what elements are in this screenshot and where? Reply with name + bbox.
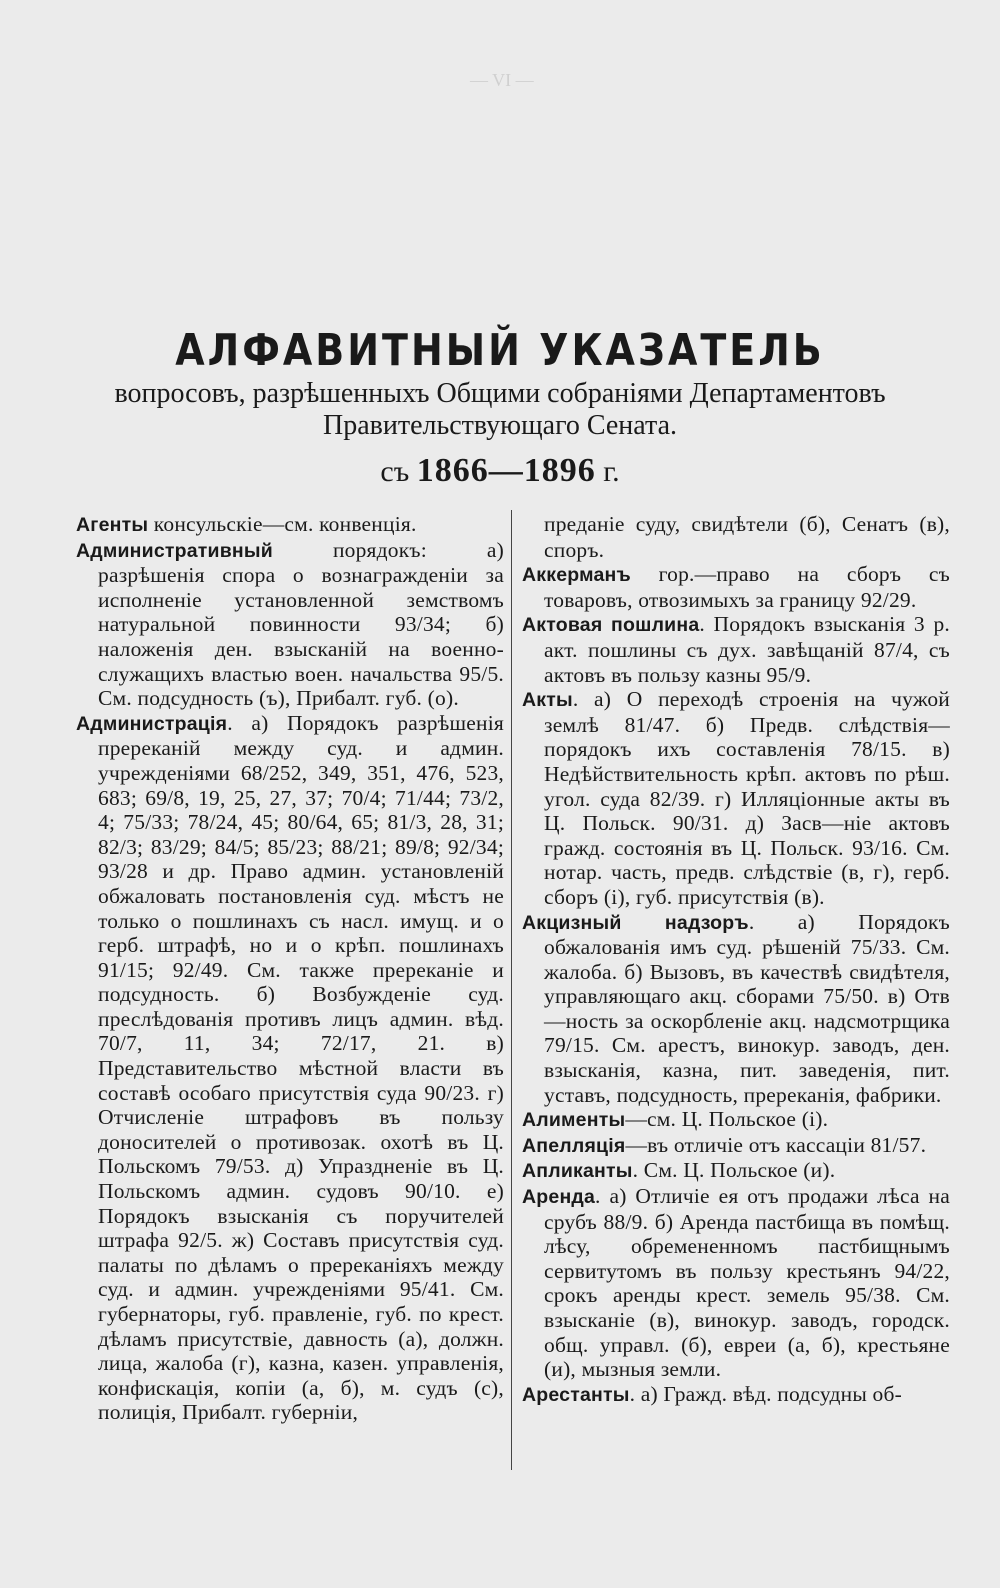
index-entry [522,1133,950,1159]
left-column [76,512,504,1425]
index-entry [522,687,950,909]
entry-head: Апелляція [522,1134,626,1157]
entry-head: Арестанты [522,1383,630,1406]
index-entry [76,711,504,1425]
column-divider [511,510,512,1470]
subtitle-line-1: вопросовъ, разрѣшенныхъ Общими собраніями Департаментовъ [114,378,886,409]
entry-head: Администрація [76,712,228,735]
entry-text: —въ отличіе отъ кассаціи 81/57. [625,1132,927,1157]
entry-head: Аккерманъ [522,564,631,587]
entry-text: . а) О переходѣ строенія на чужой землѣ 81/47. б) Предв. слѣдствія—порядокъ ихъ составленія 78/15. в) Недѣйствительность крѣп. актовъ по рѣш. угол. суда 82/39. г) Илляціонные акты въ Ц. Польск. 90/31. д) Засв—ніе актовъ гражд. состоянія въ Ц. Польск. 93/16. См. нотар. часть, предв. слѣдствіе (в, г), герб. сборъ (і), губ. присутствія (в). [544,687,950,909]
page-title: АЛФАВИТНЫЙ УКАЗАТЕЛЬ [175,324,825,376]
entry-text: консульскіе—см. конвенція. [148,512,417,536]
entry-text: . а) Гражд. вѣд. подсудны об- [629,1381,903,1406]
entry-head: Административный [76,539,273,562]
entry-head: Аренда [522,1186,596,1209]
entry-text: . Порядокъ взысканія 3 р. акт. пошлины съ дух. завѣщаній 87/4, съ актовъ въ пользу казны 95/9. [544,612,950,687]
entry-text: . См. Ц. Польское (и). [632,1158,836,1183]
years-range: 1866—1896 [416,452,596,489]
title-block [0,322,1000,490]
index-entry [522,1158,950,1184]
index-entry [522,1107,950,1133]
page-number: — VI — [470,70,534,90]
years-line [0,452,1000,490]
entry-head: Алименты [522,1109,626,1132]
entry-head: Агенты [76,514,149,536]
index-entry [522,512,950,562]
years-suffix: г. [603,455,620,488]
entry-head: Актовая пошлина [522,614,700,637]
entry-text: гор.—право на сборъ съ товаровъ, отвозимыхъ за границу 92/29. [544,562,950,612]
entry-head: Апликанты [522,1160,633,1183]
entry-text: —см. Ц. Польское (і). [625,1107,829,1132]
entry-text: преданіе суду, свидѣтели (б), Сенатъ (в), споръ. [544,512,950,562]
years-prefix: съ [380,455,410,488]
index-entry [76,512,504,538]
index-entry [522,1382,950,1408]
index-entry [76,538,504,711]
index-entry [522,1184,950,1382]
entry-head: Акцизный надзоръ [522,911,749,934]
entry-text: порядокъ: а) разрѣшенія спора о вознагражденіи за исполненіе установленной земствомъ натуральной повинности 93/34; б) наложенія ден. взысканій на военно-служащихъ властью воен. начальства 95/5. См. подсудность (ъ), Прибалт. губ. (о). [98,537,504,711]
entry-text: . а) Порядокъ обжалованія имъ суд. рѣшеній 75/33. См. жалоба. б) Вызовъ, въ качествѣ свидѣтеля, управляющаго акц. сборами 75/50. в) Отв—ность за оскорбленіе акц. надсмотрщика 79/15. См. арестъ, винокур. заводъ, ден. взысканія, казна, пит. заведенія, пит. уставъ, подсудность, пререканія, фабрики. [544,909,950,1107]
index-entry [522,612,950,687]
subtitle-line-2: Правительствующаго Сената. [322,410,678,441]
entry-head: Акты [522,689,573,712]
entry-text: . а) Отличіе ея отъ продажи лѣса на срубъ 88/9. б) Аренда пастбища въ помѣщ. лѣсу, обремененномъ пастбищнымъ сервитутомъ въ пользу крестьянъ 94/22, срокъ аренды крест. земель 95/38. См. взысканіе (в), винокур. заводъ, городск. общ. управл. (б), евреи (а, б), крестьяне (и), мызныя земли. [544,1184,950,1382]
index-entry [522,562,950,612]
index-entry [522,910,950,1108]
entry-text: . а) Порядокъ разрѣшенія пререканій между суд. и админ. учрежденіями 68/252, 349, 351, 476, 523, 683; 69/8, 19, 25, 27, 37; 70/4; 71/44; 73/2, 4; 75/33; 78/24, 45; 80/64, 65; 81/3, 28, 31; 82/3; 83/29; 84/5; 85/23; 88/21; 89/8; 92/34; 93/28 и др. Право админ. установленій обжаловать постановленія суд. мѣстъ не только о пошлинахъ съ насл. имущ. и о герб. штрафѣ, но и о крѣп. пошлинахъ 91/15; 92/49. См. также пререканіе и подсудность. б) Возбужденіе суд. преслѣдованія противъ лицъ админ. вѣд. 70/7, 11, 34; 72/17, 21. в) Представительство мѣстной власти въ составѣ особаго присутствія суда 90/23. г) Отчисленіе штрафовъ въ пользу доносителей о противозак. охотѣ въ Ц. Польскомъ 79/53. д) Упраздненіе въ Ц. Польскомъ админ. судовъ 90/10. е) Порядокъ взысканія съ поручителей штрафа 92/5. ж) Составъ присутствія суд. палаты по дѣламъ о пререканіяхъ между суд. и админ. учрежденіями 95/41. См. губернаторы, губ. правленіе, губ. по крест. дѣламъ присутствіе, давность (а), должн. лица, жалоба (г), казна, казен. управленія, конфискація, копіи (а, б), м. судъ (с), полиція, Прибалт. губерніи, [98,710,504,1425]
right-column [522,512,950,1407]
